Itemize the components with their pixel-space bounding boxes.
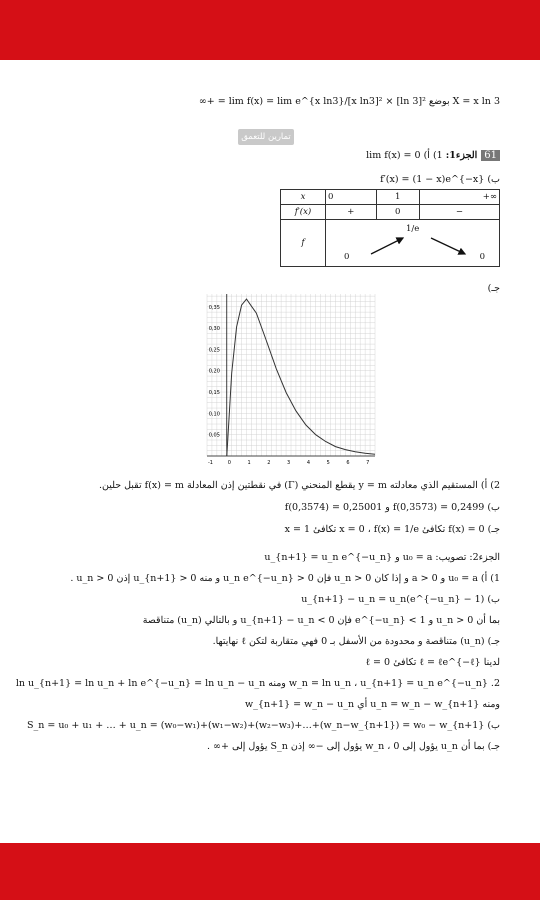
- y-tick-label: 0,05: [208, 432, 220, 439]
- question-number: 61: [481, 150, 500, 161]
- function-graph: [197, 290, 379, 470]
- derivative-line: ب) f′(x) = (1 − x)e^{−x}: [380, 174, 500, 185]
- y-tick-label: 0,10: [208, 411, 220, 418]
- fp-sign: +: [326, 205, 377, 220]
- x-value: 0: [326, 190, 377, 205]
- y-tick-label: 0,15: [208, 390, 220, 397]
- f-value: 0: [479, 252, 485, 262]
- fp-sign: 0: [376, 205, 419, 220]
- limit-line: X = x ln 3 بوضع lim f(x) = lim e^{x ln3}/[x ln3]² × [ln 3]² = +∞: [198, 96, 500, 107]
- y-tick-label: 0,35: [208, 304, 220, 311]
- part2-2d: جـ) بما أن u_n يؤول إلى 0 ، w_n يؤول إلى −∞ إذن S_n يؤول إلى +∞ .: [207, 741, 500, 752]
- fp-sign: −: [419, 205, 499, 220]
- q2a-line: 2) أ) المستقيم الذي معادلته y = m يقطع المنحني (Γ) في نقطتين إذن المعادلة f(x) = m تقبل حلين.: [98, 480, 500, 491]
- y-tick-label: 0,25: [208, 347, 220, 354]
- f-label: f: [281, 220, 326, 267]
- q2c-line: جـ) f(x) = 0 تكافئ x = 0 ، f(x) = 1/e تكافئ x = 1: [284, 524, 500, 535]
- part-c-label: جـ): [487, 283, 500, 294]
- q2b-line: ب) f(0,3573) = 0,2499 و f(0,3574) = 0,25001: [284, 502, 500, 513]
- x-tick-label: 6: [346, 460, 350, 466]
- variation-table: [280, 189, 500, 267]
- part2-2: 2. w_n = ln u_n ، u_{n+1} = u_n e^{−u_n} ومنه ln u_{n+1} = ln u_n + ln e^{−u_n} = ln u_n − u_n: [15, 678, 500, 689]
- f-variation: [326, 220, 500, 267]
- x-tick-label: 0: [227, 460, 231, 466]
- x-tick-label: 2: [267, 460, 271, 466]
- x-label: x: [281, 190, 326, 205]
- x-tick-label: -1: [208, 460, 213, 466]
- y-tick-label: 0,20: [208, 368, 220, 375]
- top-red-bar: [0, 0, 540, 60]
- bottom-red-bar: [0, 843, 540, 900]
- fp-label: f′(x): [281, 205, 326, 220]
- x-tick-label: 3: [287, 460, 291, 466]
- part2-1c2: لدينا ℓ = ℓe^{−ℓ} تكافئ ℓ = 0: [365, 657, 500, 668]
- part2-1b: ب) u_{n+1} − u_n = u_n(e^{−u_n} − 1): [301, 594, 500, 605]
- x-value: +∞: [419, 190, 499, 205]
- f-value: 0: [344, 252, 350, 262]
- practice-button[interactable]: تمارين للتعمق: [238, 129, 294, 145]
- part2-2b: ومنه u_n = w_n − w_{n+1} أي w_{n+1} = w_n − u_n: [245, 699, 500, 710]
- x-tick-label: 5: [326, 460, 330, 466]
- x-tick-label: 1: [247, 460, 251, 466]
- part1-line: 61الجزء1: 1) أ) lim f(x) = 0: [366, 150, 500, 161]
- part2-1a: 1) أ) u₀ = a و a > 0 و إذا كان u_n > 0 فإن u_n e^{−u_n} > 0 و منه u_{n+1} > 0 إذن u_n > 0 .: [70, 573, 500, 584]
- part2-title: الجزء2: تصويب: u₀ = a و u_{n+1} = u_n e^{−u_n}: [264, 552, 500, 563]
- x-tick-label: 7: [366, 460, 370, 466]
- x-value: 1: [376, 190, 419, 205]
- part2-2c: ب) S_n = u₀ + u₁ + … + u_n = (w₀−w₁)+(w₁−w₂)+(w₂−w₃)+…+(w_n−w_{n+1}) = w₀ − w_{n+1}: [27, 720, 500, 731]
- f-value: 1/e: [406, 224, 420, 234]
- y-tick-label: 0,30: [208, 326, 220, 333]
- part2-1b2: بما أن u_n > 0 و e^{−u_n} < 1 فإن u_{n+1} − u_n < 0 و بالتالي (u_n) متناقصة: [142, 615, 500, 626]
- part2-1c: جـ) (u_n) متناقصة و محدودة من الأسفل بـ 0 فهي متقاربة لتكن ℓ نهايتها.: [212, 636, 500, 647]
- x-tick-label: 4: [306, 460, 311, 466]
